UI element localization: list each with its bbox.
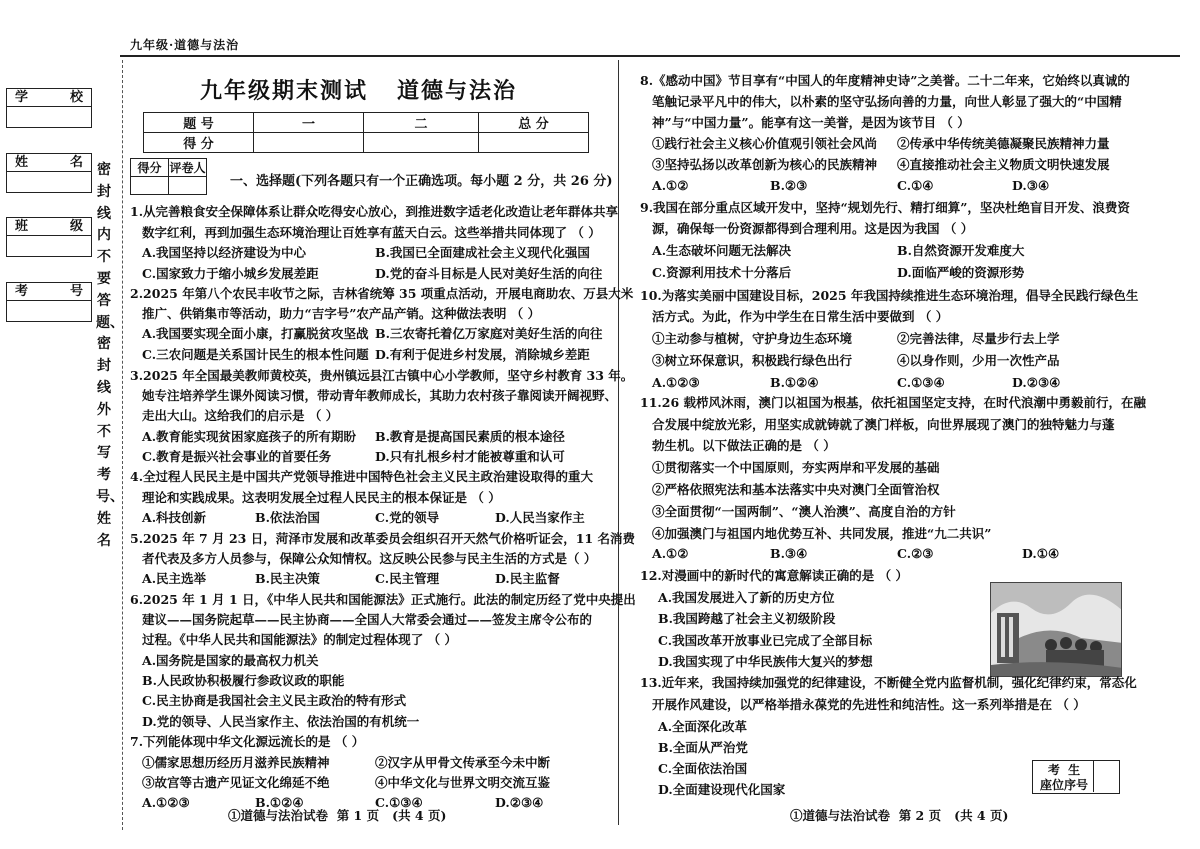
option: C.①④ [897,178,934,193]
option: B.我国已全面建成社会主义现代化强国 [375,245,590,260]
class-field[interactable] [6,217,92,257]
seal-line-warning: 密封线内不要答题、密封线外不写考号、姓名 [96,162,124,549]
option: B.人民政协积极履行参政议政的职能 [142,673,345,688]
page-title: 九年级期末测试 道德与法治 [200,78,517,104]
option: C.三农问题是关系国计民生的根本性问题 [142,347,369,362]
option: C.①③④ [897,375,945,390]
option: D.全面建设现代化国家 [658,782,786,797]
option: A.民主选举 [142,571,207,586]
option: A.①②③ [652,375,700,390]
statement: ③故宫等古遗产见证文化绵延不绝 [142,775,330,790]
center-divider [618,60,619,825]
option: A.我国坚持以经济建设为中心 [142,245,307,260]
option: D.③④ [1012,178,1050,193]
question-text: 理论和实践成果。这表明发展全过程人民民主的根本保证是 （ ） [142,490,501,505]
question-text: 走出大山。这给我们的启示是 （ ） [142,408,339,423]
statement: ③树立环保意识，积极践行绿色出行 [652,353,853,368]
option: D.①④ [1022,546,1060,561]
class-label-left: 班 [15,219,29,234]
option: C.我国改革开放事业已完成了全部目标 [658,633,873,648]
option: D.我国实现了中华民族伟大复兴的梦想 [658,654,873,669]
exam-number-field[interactable] [6,282,92,322]
name-label-right: 名 [69,155,83,170]
grader-score-label: 得分 [131,159,169,177]
option: A.国务院是国家的最高权力机关 [142,653,319,668]
grader-name-label: 评卷人 [169,159,207,177]
option: C.②③ [897,546,934,561]
option: B.①②④ [255,795,304,810]
option: B.教育是提高国民素质的根本途径 [375,429,565,444]
statement: ②严格依照宪法和基本法落实中央对澳门全面管治权 [652,482,940,497]
option: C.全面依法治国 [658,761,748,776]
statement: ③坚持弘扬以改革创新为核心的民族精神 [652,157,878,172]
seat-number-label: 考 生 座位序号 [1039,763,1088,792]
section-heading: 一、选择题(下列各题只有一个正确选项。每小题 2 分，共 26 分) [230,174,613,189]
score-table-header-part1: 一 [254,113,364,133]
binding-dashed-line [122,60,123,830]
statement: ②完善法律，尽量步行去上学 [897,331,1060,346]
question-text: 推广、供销集市等活动，助力“吉字号”农产品产销。这种做法表明 （ ） [142,306,541,321]
option: D.②③④ [1012,375,1061,390]
question-text: 合发展中绽放光彩，用坚实成就铸就了澳门样板，向世界展现了澳门的独特魅力与蓬 [652,417,1115,432]
question-text: 她专注培养学生课外阅读习惯，带动青年教师成长，其助力农村孩子靠阅读开阔视野、 [142,388,618,403]
score-table-row-label: 得 分 [144,133,254,153]
statement: ④中华文化与世界文明交流互鉴 [375,775,551,790]
option: B.民主决策 [255,571,320,586]
question-text: 源，确保每一份资源都得到合理利用。这是因为我国 （ ） [652,221,974,236]
exam-number-label-right: 号 [69,284,83,299]
school-field[interactable] [6,88,92,128]
question-text: 者代表及多方人员参与，保障公众知情权。这反映公民参与民主生活的方式是（ ） [142,551,597,566]
statement: ②汉字从甲骨文传承至今未中断 [375,755,551,770]
question-text: 3.2025 年全国最美教师黄校英，贵州镇远县江古镇中心小学教师，坚守乡村教育 33 年。 [130,368,634,383]
option: A.科技创新 [142,510,207,525]
option: A.我国发展进入了新的历史方位 [658,590,835,605]
statement: ④加强澳门与祖国内地优势互补、共同发展，推进“九二共识” [652,526,992,541]
option: B.三农寄托着亿万家庭对美好生活的向往 [375,326,603,341]
question-text: 开展作风建设，以严格举措永葆党的先进性和纯洁性。这一系列举措是在 （ ） [652,697,1086,712]
score-cell-total[interactable] [479,133,589,153]
question-text: 6.2025 年 1 月 1 日，《中华人民共和国能源法》正式施行。此法的制定历经了党中央提出 [130,592,636,607]
question-text: 7.下列能体现中华文化源远流长的是 （ ） [130,734,365,749]
score-table [143,112,589,153]
statement: ①主动参与植树，守护身边生态环境 [652,331,853,346]
grader-box [130,158,207,195]
cartoon-image [990,582,1122,677]
option: A.①② [652,178,689,193]
statement: ④以身作则，少用一次性产品 [897,353,1060,368]
grader-score-cell[interactable] [131,177,169,195]
question-text: 数字红利，再到加强生态环境治理让百姓享有蓝天白云。这些举措共同体现了 （ ） [142,225,601,240]
option: A.全面深化改革 [658,719,748,734]
question-text: 勃生机。以下做法正确的是 （ ） [652,438,836,453]
school-label-right: 校 [69,90,83,105]
question-text: 8.《感动中国》节目享有“中国人的年度精神史诗”之美誉。二十二年来，它始终以真诚的 [640,73,1130,88]
score-cell-part1[interactable] [254,133,364,153]
question-text: 建议——国务院起草——民主协商——全国人大常委会通过——签发主席令公布的 [142,612,593,627]
statement: ④直接推动社会主义物质文明快速发展 [897,157,1110,172]
name-label-left: 姓 [15,155,29,170]
statement: ③全面贯彻“一国两制”、“澳人治澳”、高度自治的方针 [652,504,956,519]
option: C.党的领导 [375,510,440,525]
question-text: 活方式。为此，作为中学生在日常生活中要做到 （ ） [652,309,949,324]
option: D.党的领导、人民当家作主、依法治国的有机统一 [142,714,420,729]
question-text: 2.2025 年第八个农民丰收节之际，吉林省统筹 35 项重点活动，开展电商助农、万县大米 [130,286,634,301]
option: A.我国要实现全面小康，打赢脱贫攻坚战 [142,326,369,341]
statement: ①贯彻落实一个中国原则，夯实两岸和平发展的基础 [652,460,940,475]
exam-header-tag: 九年级·道德与法治 [130,38,240,52]
question-text: 笔触记录平凡中的伟大，以朴素的坚守弘扬向善的力量，向世人彰显了强大的“中国精 [652,94,1122,109]
header-rule [120,55,1180,57]
statement: ①践行社会主义核心价值观引领社会风尚 [652,136,878,151]
option: C.国家致力于缩小城乡发展差距 [142,266,319,281]
option: C.教育是振兴社会事业的首要任务 [142,449,332,464]
option: D.党的奋斗目标是人民对美好生活的向往 [375,266,603,281]
grader-name-cell[interactable] [169,177,207,195]
option: B.③④ [770,546,808,561]
option: B.自然资源开发难度大 [897,243,1025,258]
question-text: 5.2025 年 7 月 23 日，菏泽市发展和改革委员会组织召开天然气价格听证会，11 名消费 [130,531,635,546]
question-text: 13.近年来，我国持续加强党的纪律建设，不断健全党内监督机制，强化纪律约束，常态化 [640,675,1137,690]
option: B.①②④ [770,375,819,390]
option: A.生态破坏问题无法解决 [652,243,792,258]
seat-number-box [1032,760,1120,794]
option: C.资源利用技术十分落后 [652,265,792,280]
option: B.全面从严治党 [658,740,748,755]
statement: ①儒家思想历经历月滋养民族精神 [142,755,330,770]
exam-number-label-left: 考 [15,284,29,299]
option: C.民主协商是我国社会主义民主政治的特有形式 [142,693,407,708]
option: D.②③④ [495,795,544,810]
option: B.依法治国 [255,510,320,525]
footer-page-1: ①道德与法治试卷 第 1 页 (共 4 页) [228,808,447,823]
question-text: 9.我国在部分重点区域开发中，坚持“规划先行、精打细算”，坚决杜绝盲目开发、浪费资 [640,200,1130,215]
statement: ②传承中华传统美德凝聚民族精神力量 [897,136,1110,151]
question-text: 1.从完善粮食安全保障体系让群众吃得安心放心，到推进数字适老化改造让老年群体共享 [130,204,619,219]
option: C.①③④ [375,795,423,810]
name-field[interactable] [6,153,92,193]
question-text: 12.对漫画中的新时代的寓意解读正确的是 （ ） [640,568,908,583]
option: B.②③ [770,178,808,193]
class-label-right: 级 [69,219,83,234]
option: D.面临严峻的资源形势 [897,265,1025,280]
option: A.教育能实现贫困家庭孩子的所有期盼 [142,429,357,444]
option: D.民主监督 [495,571,560,586]
footer-page-2: ①道德与法治试卷 第 2 页 (共 4 页) [790,808,1009,823]
score-table-header-part2: 二 [364,113,479,133]
option: C.民主管理 [375,571,440,586]
option: D.人民当家作主 [495,510,585,525]
option: A.①② [652,546,689,561]
question-text: 4.全过程人民民主是中国共产党领导推进中国特色社会主义民主政治建设取得的重大 [130,469,594,484]
option: D.有利于促进乡村发展，消除城乡差距 [375,347,590,362]
score-table-header-label: 题 号 [144,113,254,133]
score-cell-part2[interactable] [364,133,479,153]
school-label-left: 学 [15,90,29,105]
question-text: 过程。《中华人民共和国能源法》的制定过程体现了 （ ） [142,632,457,647]
option: B.我国跨越了社会主义初级阶段 [658,611,836,626]
score-table-header-total: 总 分 [479,113,589,133]
question-text: 10.为落实美丽中国建设目标，2025 年我国持续推进生态环境治理，倡导全民践行绿色生 [640,288,1139,303]
question-text: 11.26 载栉风沐雨，澳门以祖国为根基，依托祖国坚定支持，在时代浪潮中勇毅前行，在融 [640,395,1146,410]
option: A.①②③ [142,795,190,810]
seat-number-cell[interactable] [1093,761,1119,792]
option: D.只有扎根乡村才能被尊重和认可 [375,449,565,464]
question-text: 神”与“中国力量”。能享有这一美誉，是因为该节目 （ ） [652,115,970,130]
